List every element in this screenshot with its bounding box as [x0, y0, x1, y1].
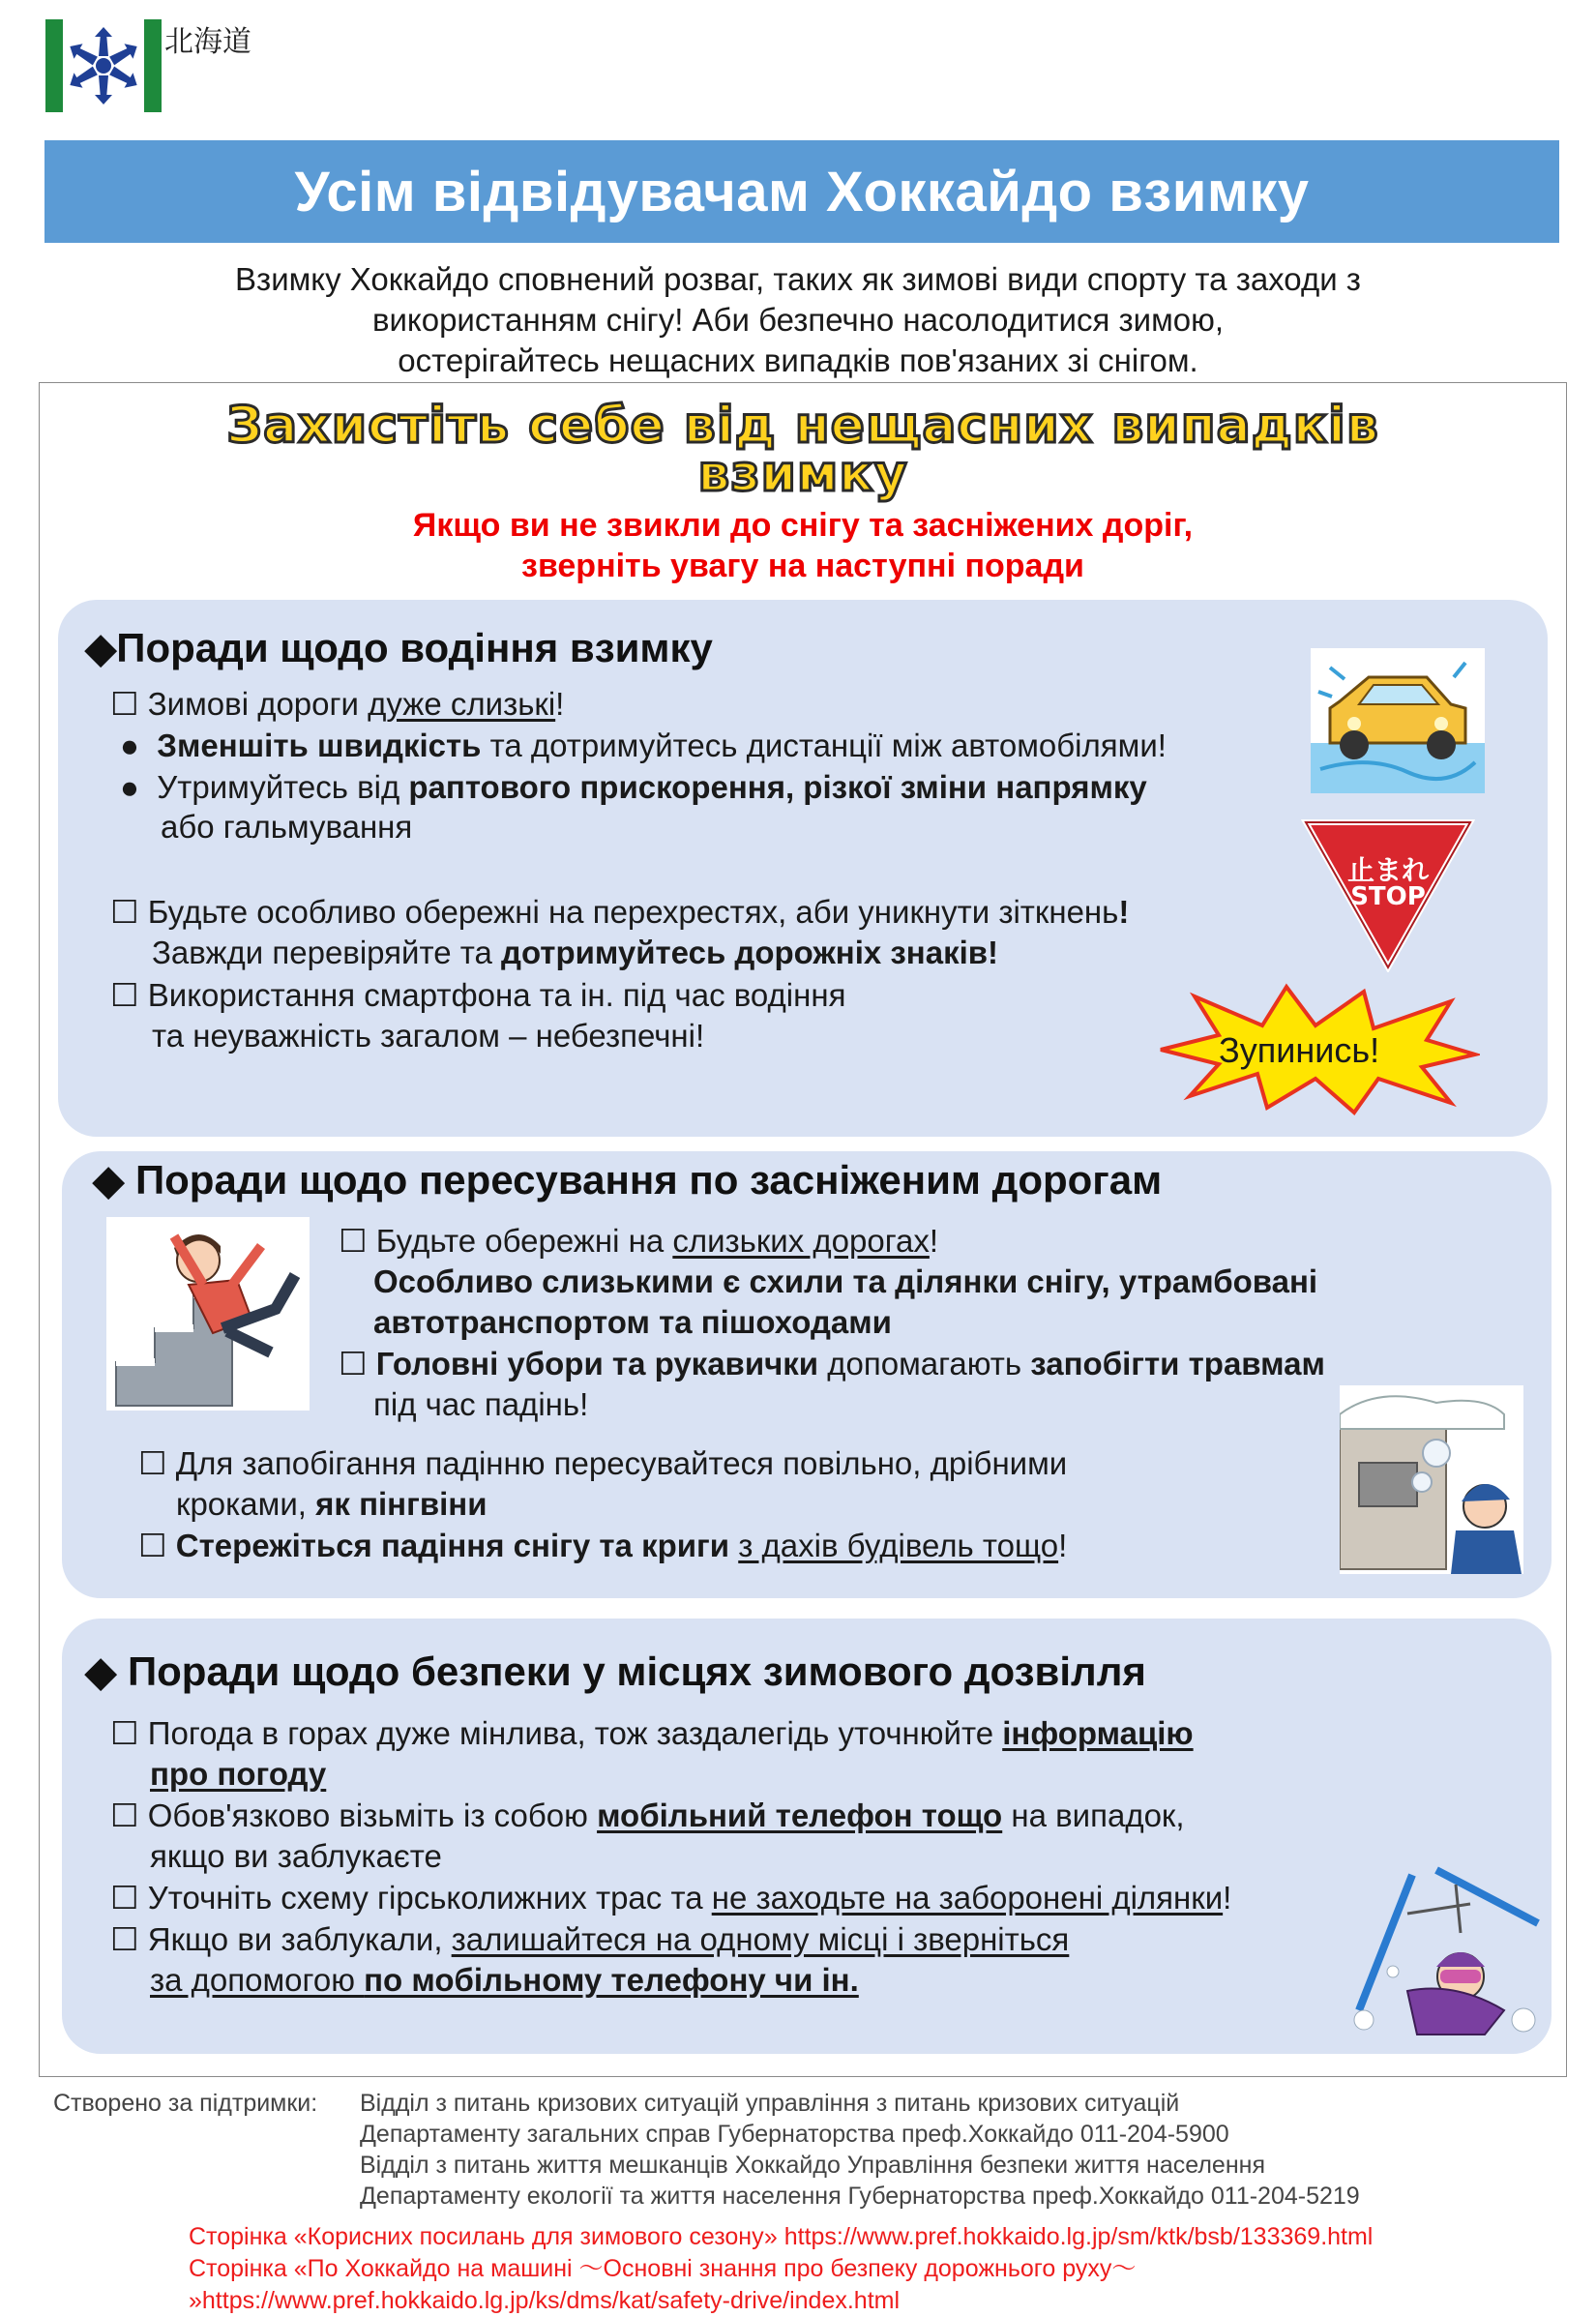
text: слизьких дорогах [672, 1223, 930, 1259]
walking-tip-8 [138, 1526, 1067, 1566]
subtitle-line: Якщо ви не звикли до снігу та засніжених доріг, [412, 507, 1194, 544]
intro-line: Взимку Хоккайдо сповнений розваг, таких як зимові види спорту та заходи з [235, 261, 1361, 297]
text: ! [555, 686, 565, 722]
footer-link-winter[interactable]: Сторінка «Корисних посилань для зимового сезону» https://www.pref.hokkaido.lg.jp/sm/ktk/bsb/133369.html [189, 2223, 1374, 2250]
main-title-line: взимку [697, 445, 908, 503]
intro-text [77, 259, 1519, 381]
text: ☐ Погода в горах дуже мінлива, тож заздалегідь уточнюйте [110, 1715, 1003, 1751]
text: ☐ Якщо ви заблукали, [110, 1921, 452, 1957]
leisure-tip-5 [110, 1878, 1231, 1918]
text: ☐ Будьте обережні на [339, 1223, 673, 1259]
text: запобігти травмам [1030, 1346, 1325, 1381]
footer-link-drive-url[interactable]: »https://www.pref.hokkaido.lg.jp/ks/dms/kat/safety-drive/index.html [189, 2287, 901, 2314]
stop-sign-jp: 止まれ [1346, 854, 1429, 886]
text: дуже слизькі [368, 686, 556, 722]
walking-heading: ◆ Поради щодо пересування по засніженим дорогам [93, 1157, 1163, 1203]
driving-tip-2 [120, 726, 1167, 766]
text: з дахів будівель тощо [738, 1528, 1059, 1563]
text: ! [1223, 1880, 1232, 1916]
text [729, 1528, 738, 1563]
subtitle-line: зверніть увагу на наступні поради [521, 548, 1084, 584]
footer-line: Відділ з питань життя мешканців Хоккайдо Управління безпеки життя населення [360, 2152, 1265, 2179]
footer-link-drive-title[interactable]: Сторінка «По Хоккайдо на машині ～Основні знання про безпеку дорожнього руху～ [189, 2255, 1137, 2282]
walking-tip-4 [339, 1344, 1325, 1384]
hokkaido-logo [45, 19, 162, 112]
driving-tip-7: та неуважність загалом – небезпечні! [152, 1018, 705, 1054]
text: не заходьте на заборонені ділянки [711, 1880, 1224, 1916]
footer-line: Департаменту загальних справ Губернаторства преф.Хоккайдо 011-204-5900 [360, 2121, 1229, 2148]
bullet-icon: ● [120, 769, 158, 805]
text: допомагають [818, 1346, 1031, 1381]
text: ☐ Будьте особливо обережні на перехрестях, аби уникнути зіткнень [110, 894, 1119, 930]
text: по мобільному телефону чи ін. [364, 1962, 859, 1998]
fallen-skier-illustration [1340, 1865, 1548, 2044]
footer-label: Створено за підтримки: [53, 2090, 318, 2117]
text: ! [1118, 894, 1130, 930]
leisure-heading: ◆ Поради щодо безпеки у місцях зимового дозвілля [85, 1649, 1146, 1694]
driving-tip-3b: або гальмування [161, 809, 413, 845]
text: ☐ Зимові дороги [110, 686, 369, 722]
text: ! [929, 1223, 939, 1259]
text: та дотримуйтесь дистанції між автомобілями! [481, 728, 1167, 763]
sliding-car-illustration [1311, 648, 1485, 793]
walking-tip-6: ☐ Для запобігання падінню пересувайтеся повільно, дрібними [138, 1445, 1068, 1481]
leisure-tip-3 [110, 1796, 1185, 1836]
title-banner [44, 140, 1559, 243]
text: Зменшіть швидкість [157, 728, 482, 763]
text: Головні убори та рукавички [375, 1346, 819, 1381]
footer-line: Відділ з питань кризових ситуацій управління з питань кризових ситуацій [360, 2090, 1180, 2117]
intro-line: остерігайтесь нещасних випадків пов'язаних зі снігом. [398, 342, 1198, 378]
text: ☐ [339, 1346, 376, 1381]
text: ! [1058, 1528, 1068, 1563]
walking-tip-2: Особливо слизькими є схили та ділянки снігу, утрамбовані [373, 1263, 1318, 1299]
leisure-tip-4: якщо ви заблукаєте [150, 1838, 442, 1874]
roof-snow-illustration [1340, 1385, 1523, 1574]
text: Стережіться падіння снігу та криги [175, 1528, 730, 1563]
text: як пінгвіни [315, 1486, 488, 1522]
text: ☐ Уточніть схему гірськолижних трас та [110, 1880, 712, 1916]
logo-text: 北海道 [164, 25, 251, 59]
text: Утримуйтесь від [157, 769, 409, 805]
leisure-tip-1 [110, 1713, 1194, 1754]
text: залишайтеся на одному місці і зверніться [451, 1921, 1070, 1957]
subtitle [58, 505, 1548, 586]
driving-tip-6: ☐ Використання смартфона та ін. під час водіння [110, 977, 846, 1013]
driving-heading: ◆Поради щодо водіння взимку [85, 625, 713, 670]
text: за допомогою [150, 1962, 365, 1998]
falling-person-illustration [106, 1217, 310, 1411]
walking-tip-3: автотранспортом та пішоходами [373, 1304, 892, 1340]
text: кроками, [176, 1486, 316, 1522]
burst-label: Зупинись! [1219, 1030, 1380, 1070]
bullet-icon: ● [120, 728, 158, 763]
driving-tip-5 [152, 933, 998, 973]
footer-line: Департаменту екології та життя населення Губернаторства преф.Хоккайдо 011-204-5219 [360, 2183, 1360, 2210]
text: раптового прискорення, різкої зміни напрямку [408, 769, 1147, 805]
driving-tip-3 [120, 767, 1147, 808]
text: ☐ Обов'язково візьміть із собою [110, 1797, 598, 1833]
walking-tip-1 [339, 1221, 938, 1262]
text: дотримуйтесь дорожніх знаків! [501, 935, 999, 970]
leisure-tip-2 [150, 1754, 326, 1795]
driving-tip-1 [110, 684, 564, 725]
driving-tip-4 [110, 892, 1129, 933]
main-title [58, 397, 1548, 503]
walking-tip-7 [176, 1484, 488, 1525]
leisure-tip-7 [150, 1960, 859, 2001]
leisure-tip-6 [110, 1919, 1069, 1960]
text: на випадок, [1002, 1797, 1185, 1833]
text: ☐ [138, 1528, 176, 1563]
text: інформацію [1002, 1715, 1194, 1751]
page-title: Усім відвідувачам Хоккайдо взимку [294, 160, 1310, 223]
walking-tip-5: під час падінь! [373, 1386, 589, 1422]
text: про погоду [150, 1756, 327, 1792]
intro-line: використанням снігу! Аби безпечно насолодитися зимою, [371, 302, 1225, 338]
main-title-line: Захистіть себе від нещасних випадків [226, 397, 1379, 455]
stop-sign-en: STOP [1350, 882, 1426, 911]
text: мобільний телефон тощо [597, 1797, 1003, 1833]
text: Завжди перевіряйте та [152, 935, 501, 970]
